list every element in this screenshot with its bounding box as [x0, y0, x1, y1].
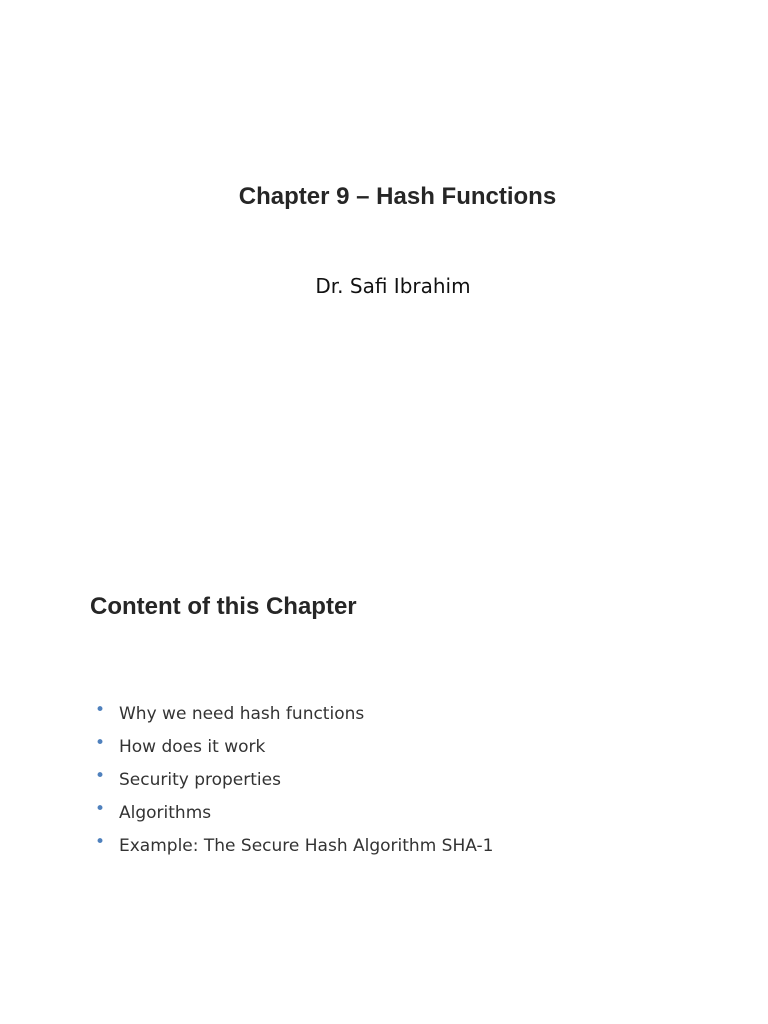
list-item-text: Why we need hash functions — [119, 704, 365, 724]
list-item — [90, 799, 510, 824]
list-item-text: Security properties — [119, 770, 281, 790]
list-item — [90, 733, 510, 758]
bullet-icon: • — [95, 766, 106, 786]
list-item-text: Algorithms — [119, 803, 212, 823]
bullet-icon: • — [95, 832, 106, 852]
bullet-icon: • — [95, 700, 106, 720]
content-bullet-list — [90, 700, 510, 868]
list-item-text: Example: The Secure Hash Algorithm SHA-1 — [119, 836, 494, 856]
list-item — [90, 832, 510, 857]
slide-title: Chapter 9 – Hash Functions — [238, 183, 557, 210]
list-item-text: How does it work — [119, 737, 266, 757]
bullet-icon: • — [95, 733, 106, 753]
list-item — [90, 766, 510, 791]
list-item — [90, 700, 510, 725]
author-name: Dr. Safi Ibrahim — [315, 274, 471, 298]
section-heading: Content of this Chapter — [90, 593, 357, 620]
bullet-icon: • — [95, 799, 106, 819]
